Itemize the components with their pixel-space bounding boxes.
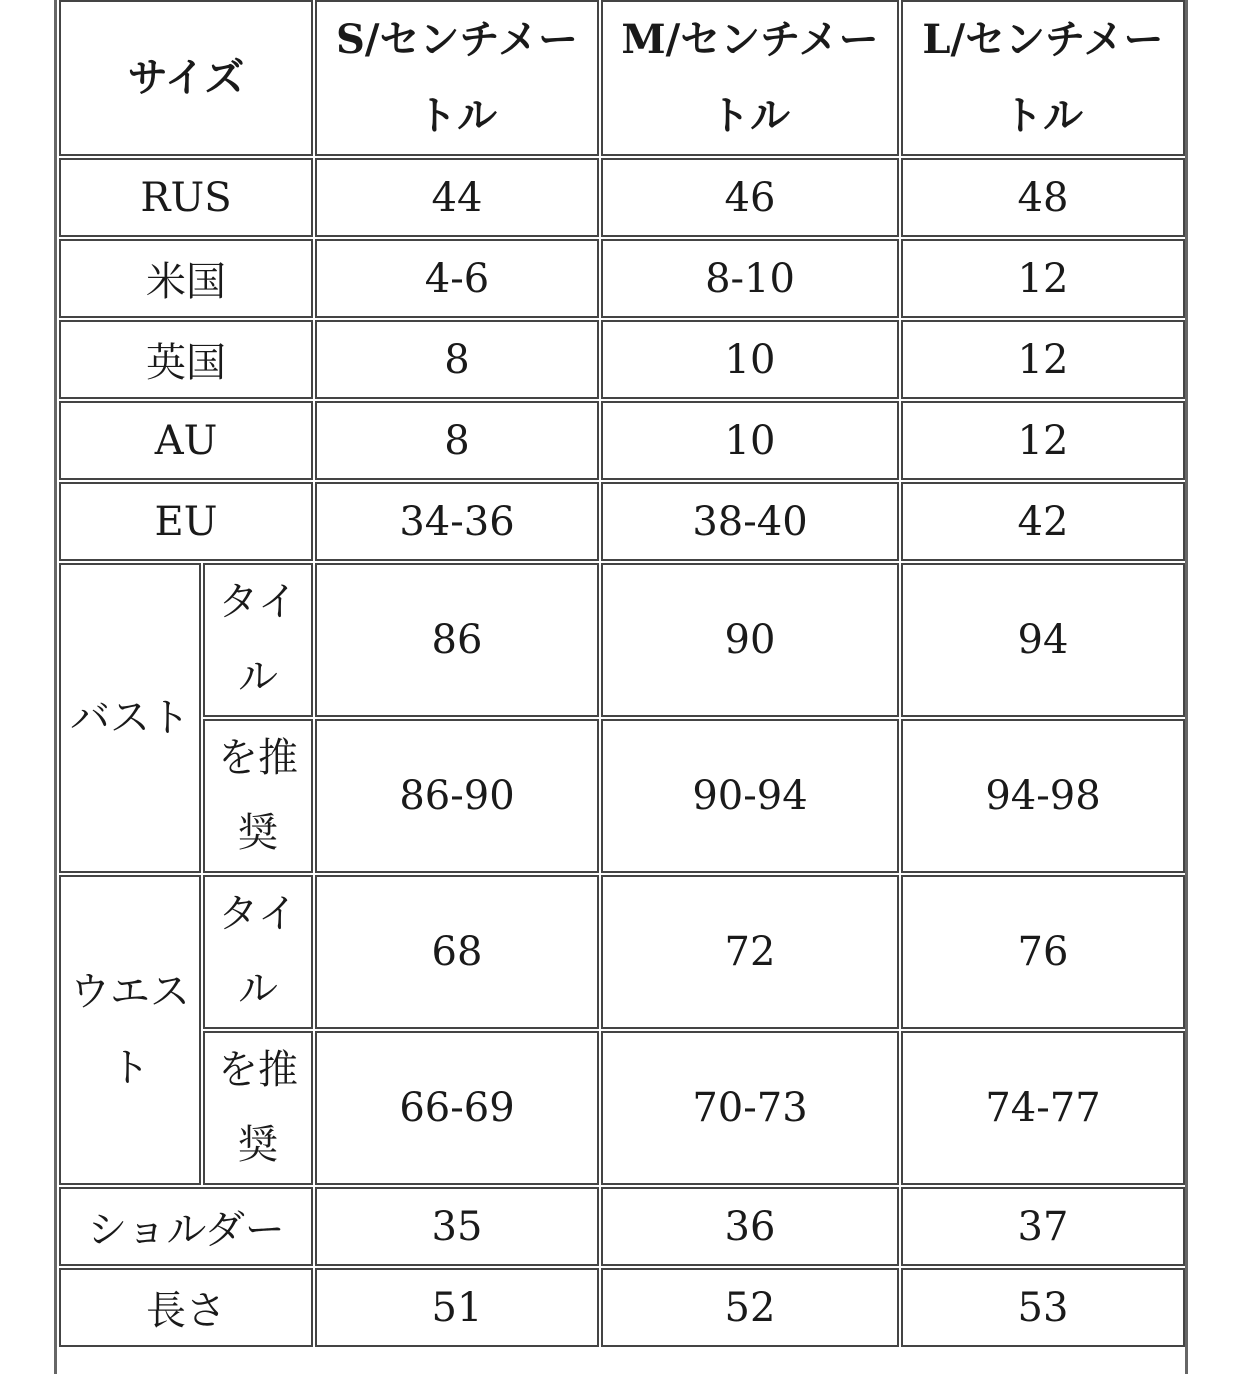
cell-m: 38-40	[601, 482, 899, 561]
cell-l: 42	[901, 482, 1185, 561]
cell-s: 8	[315, 401, 599, 480]
waist-recommended-label: を推奨	[203, 1031, 313, 1185]
cell-l: 12	[901, 401, 1185, 480]
table-row	[59, 239, 1185, 318]
row-label: AU	[59, 401, 313, 480]
cell-l: 94	[901, 563, 1185, 717]
cell-s: 51	[315, 1268, 599, 1347]
table-row	[59, 1268, 1185, 1347]
bust-label: バスト	[59, 563, 201, 873]
table-row	[59, 1187, 1185, 1266]
row-label: ショルダー	[59, 1187, 313, 1266]
cell-m: 10	[601, 401, 899, 480]
cell-s: 86-90	[315, 719, 599, 873]
cell-l: 74-77	[901, 1031, 1185, 1185]
cell-l: 12	[901, 320, 1185, 399]
row-label: 英国	[59, 320, 313, 399]
cell-s: 44	[315, 158, 599, 237]
header-m: M/センチメートル	[601, 0, 899, 156]
cell-l: 48	[901, 158, 1185, 237]
bust-recommended-label: を推奨	[203, 719, 313, 873]
cell-m: 10	[601, 320, 899, 399]
cell-s: 86	[315, 563, 599, 717]
table-row	[59, 320, 1185, 399]
cell-s: 4-6	[315, 239, 599, 318]
cell-m: 72	[601, 875, 899, 1029]
cell-l: 53	[901, 1268, 1185, 1347]
bust-recommended-row	[59, 719, 1185, 873]
cell-m: 90	[601, 563, 899, 717]
row-label: RUS	[59, 158, 313, 237]
size-chart-table	[57, 0, 1187, 1349]
header-row	[59, 0, 1185, 156]
cell-l: 12	[901, 239, 1185, 318]
waist-label: ウエスト	[59, 875, 201, 1185]
header-size: サイズ	[59, 0, 313, 156]
header-s: S/センチメートル	[315, 0, 599, 156]
table-row	[59, 482, 1185, 561]
cell-s: 68	[315, 875, 599, 1029]
header-l: L/センチメートル	[901, 0, 1185, 156]
bust-tile-label: タイル	[203, 563, 313, 717]
row-label: 米国	[59, 239, 313, 318]
cell-s: 66-69	[315, 1031, 599, 1185]
cell-l: 94-98	[901, 719, 1185, 873]
row-label: 長さ	[59, 1268, 313, 1347]
row-label: EU	[59, 482, 313, 561]
cell-m: 70-73	[601, 1031, 899, 1185]
waist-recommended-row	[59, 1031, 1185, 1185]
cell-m: 36	[601, 1187, 899, 1266]
cell-m: 90-94	[601, 719, 899, 873]
cell-l: 76	[901, 875, 1185, 1029]
waist-tile-row	[59, 875, 1185, 1029]
cell-m: 52	[601, 1268, 899, 1347]
bust-tile-row	[59, 563, 1185, 717]
table-row	[59, 158, 1185, 237]
cell-s: 35	[315, 1187, 599, 1266]
cell-l: 37	[901, 1187, 1185, 1266]
cell-m: 8-10	[601, 239, 899, 318]
table-row	[59, 401, 1185, 480]
waist-tile-label: タイル	[203, 875, 313, 1029]
cell-s: 8	[315, 320, 599, 399]
cell-s: 34-36	[315, 482, 599, 561]
cell-m: 46	[601, 158, 899, 237]
